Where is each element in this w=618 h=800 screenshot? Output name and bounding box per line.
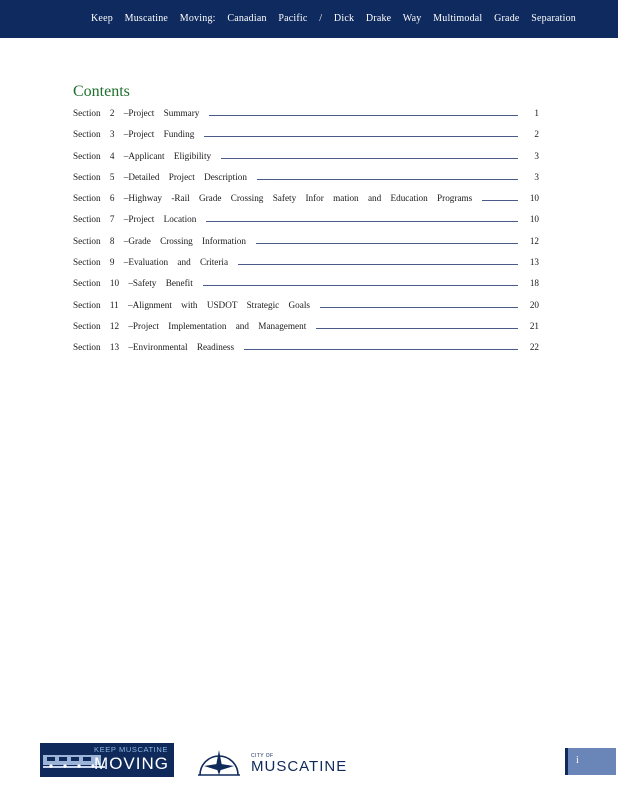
- logo-keep-muscatine-text: KEEP MUSCATINE: [94, 745, 168, 754]
- toc-entry-page[interactable]: 21: [524, 319, 539, 333]
- keep-muscatine-moving-logo: [40, 743, 174, 777]
- contents-heading: Contents: [73, 82, 130, 100]
- toc-entry-section-3[interactable]: [73, 127, 539, 148]
- toc-entry-page[interactable]: 1: [524, 106, 539, 120]
- toc-entry-section-4[interactable]: [73, 149, 539, 170]
- toc-leader-line: [238, 340, 524, 354]
- header-band: [0, 0, 618, 38]
- city-of-muscatine-logo: [196, 748, 346, 780]
- page-number: i: [576, 755, 579, 766]
- toc-entry-label[interactable]: Section 4 –Applicant Eligibility: [73, 149, 215, 163]
- toc-entry-label[interactable]: Section 13 –Environmental Readiness: [73, 340, 238, 354]
- toc-entry-section-6[interactable]: [73, 191, 539, 212]
- toc-entry-page[interactable]: 10: [524, 191, 539, 205]
- toc-entry-label[interactable]: Section 9 –Evaluation and Criteria: [73, 255, 232, 269]
- toc-entry-page[interactable]: 12: [524, 234, 539, 248]
- toc-entry-label[interactable]: Section 8 –Grade Crossing Information: [73, 234, 250, 248]
- toc-leader-line: [476, 191, 524, 205]
- toc-leader-line: [310, 319, 524, 333]
- header-title: Keep Muscatine Moving: Canadian Pacific / Dick Drake Way Multimodal Grade Separation: [91, 13, 576, 24]
- toc-leader-line: [200, 212, 524, 226]
- toc-entry-page[interactable]: 13: [524, 255, 539, 269]
- toc-entry-section-8[interactable]: [73, 234, 539, 255]
- toc-entry-section-10[interactable]: [73, 276, 539, 297]
- logo-muscatine-text: MUSCATINE: [251, 758, 348, 775]
- toc-leader-line: [250, 234, 524, 248]
- toc-entry-label[interactable]: Section 6 –Highway -Rail Grade Crossing Safety Infor mation and Education Programs: [73, 191, 476, 205]
- toc-leader-line: [198, 127, 524, 141]
- toc-entry-section-7[interactable]: [73, 212, 539, 233]
- toc-entry-page[interactable]: 22: [524, 340, 539, 354]
- toc-entry-label[interactable]: Section 11 –Alignment with USDOT Strategic Goals: [73, 298, 314, 312]
- compass-star-icon: [196, 748, 242, 778]
- toc-entry-label[interactable]: Section 7 –Project Location: [73, 212, 200, 226]
- toc-leader-line: [215, 149, 524, 163]
- toc-entry-page[interactable]: 18: [524, 276, 539, 290]
- toc-entry-section-5[interactable]: [73, 170, 539, 191]
- toc-entry-page[interactable]: 2: [524, 127, 539, 141]
- toc-entry-section-9[interactable]: [73, 255, 539, 276]
- toc-leader-line: [197, 276, 524, 290]
- logo-moving-text: MOVING: [94, 754, 169, 773]
- toc-entry-section-11[interactable]: [73, 298, 539, 319]
- logo-city-of-text: CITY OF: [251, 753, 274, 759]
- toc-entry-section-12[interactable]: [73, 319, 539, 340]
- page-number-tab: [565, 748, 616, 775]
- toc-entry-label[interactable]: Section 12 –Project Implementation and Management: [73, 319, 310, 333]
- toc-leader-line: [203, 106, 524, 120]
- toc-leader-line: [251, 170, 524, 184]
- toc-entry-page[interactable]: 3: [524, 149, 539, 163]
- toc-entry-label[interactable]: Section 2 –Project Summary: [73, 106, 203, 120]
- toc-entry-section-13[interactable]: [73, 340, 539, 361]
- toc-entry-page[interactable]: 10: [524, 212, 539, 226]
- table-of-contents: [73, 106, 539, 362]
- toc-entry-label[interactable]: Section 3 –Project Funding: [73, 127, 198, 141]
- toc-leader-line: [314, 298, 524, 312]
- toc-leader-line: [232, 255, 524, 269]
- toc-entry-label[interactable]: Section 5 –Detailed Project Description: [73, 170, 251, 184]
- toc-entry-page[interactable]: 20: [524, 298, 539, 312]
- toc-entry-label[interactable]: Section 10 –Safety Benefit: [73, 276, 197, 290]
- toc-entry-page[interactable]: 3: [524, 170, 539, 184]
- toc-entry-section-2[interactable]: [73, 106, 539, 127]
